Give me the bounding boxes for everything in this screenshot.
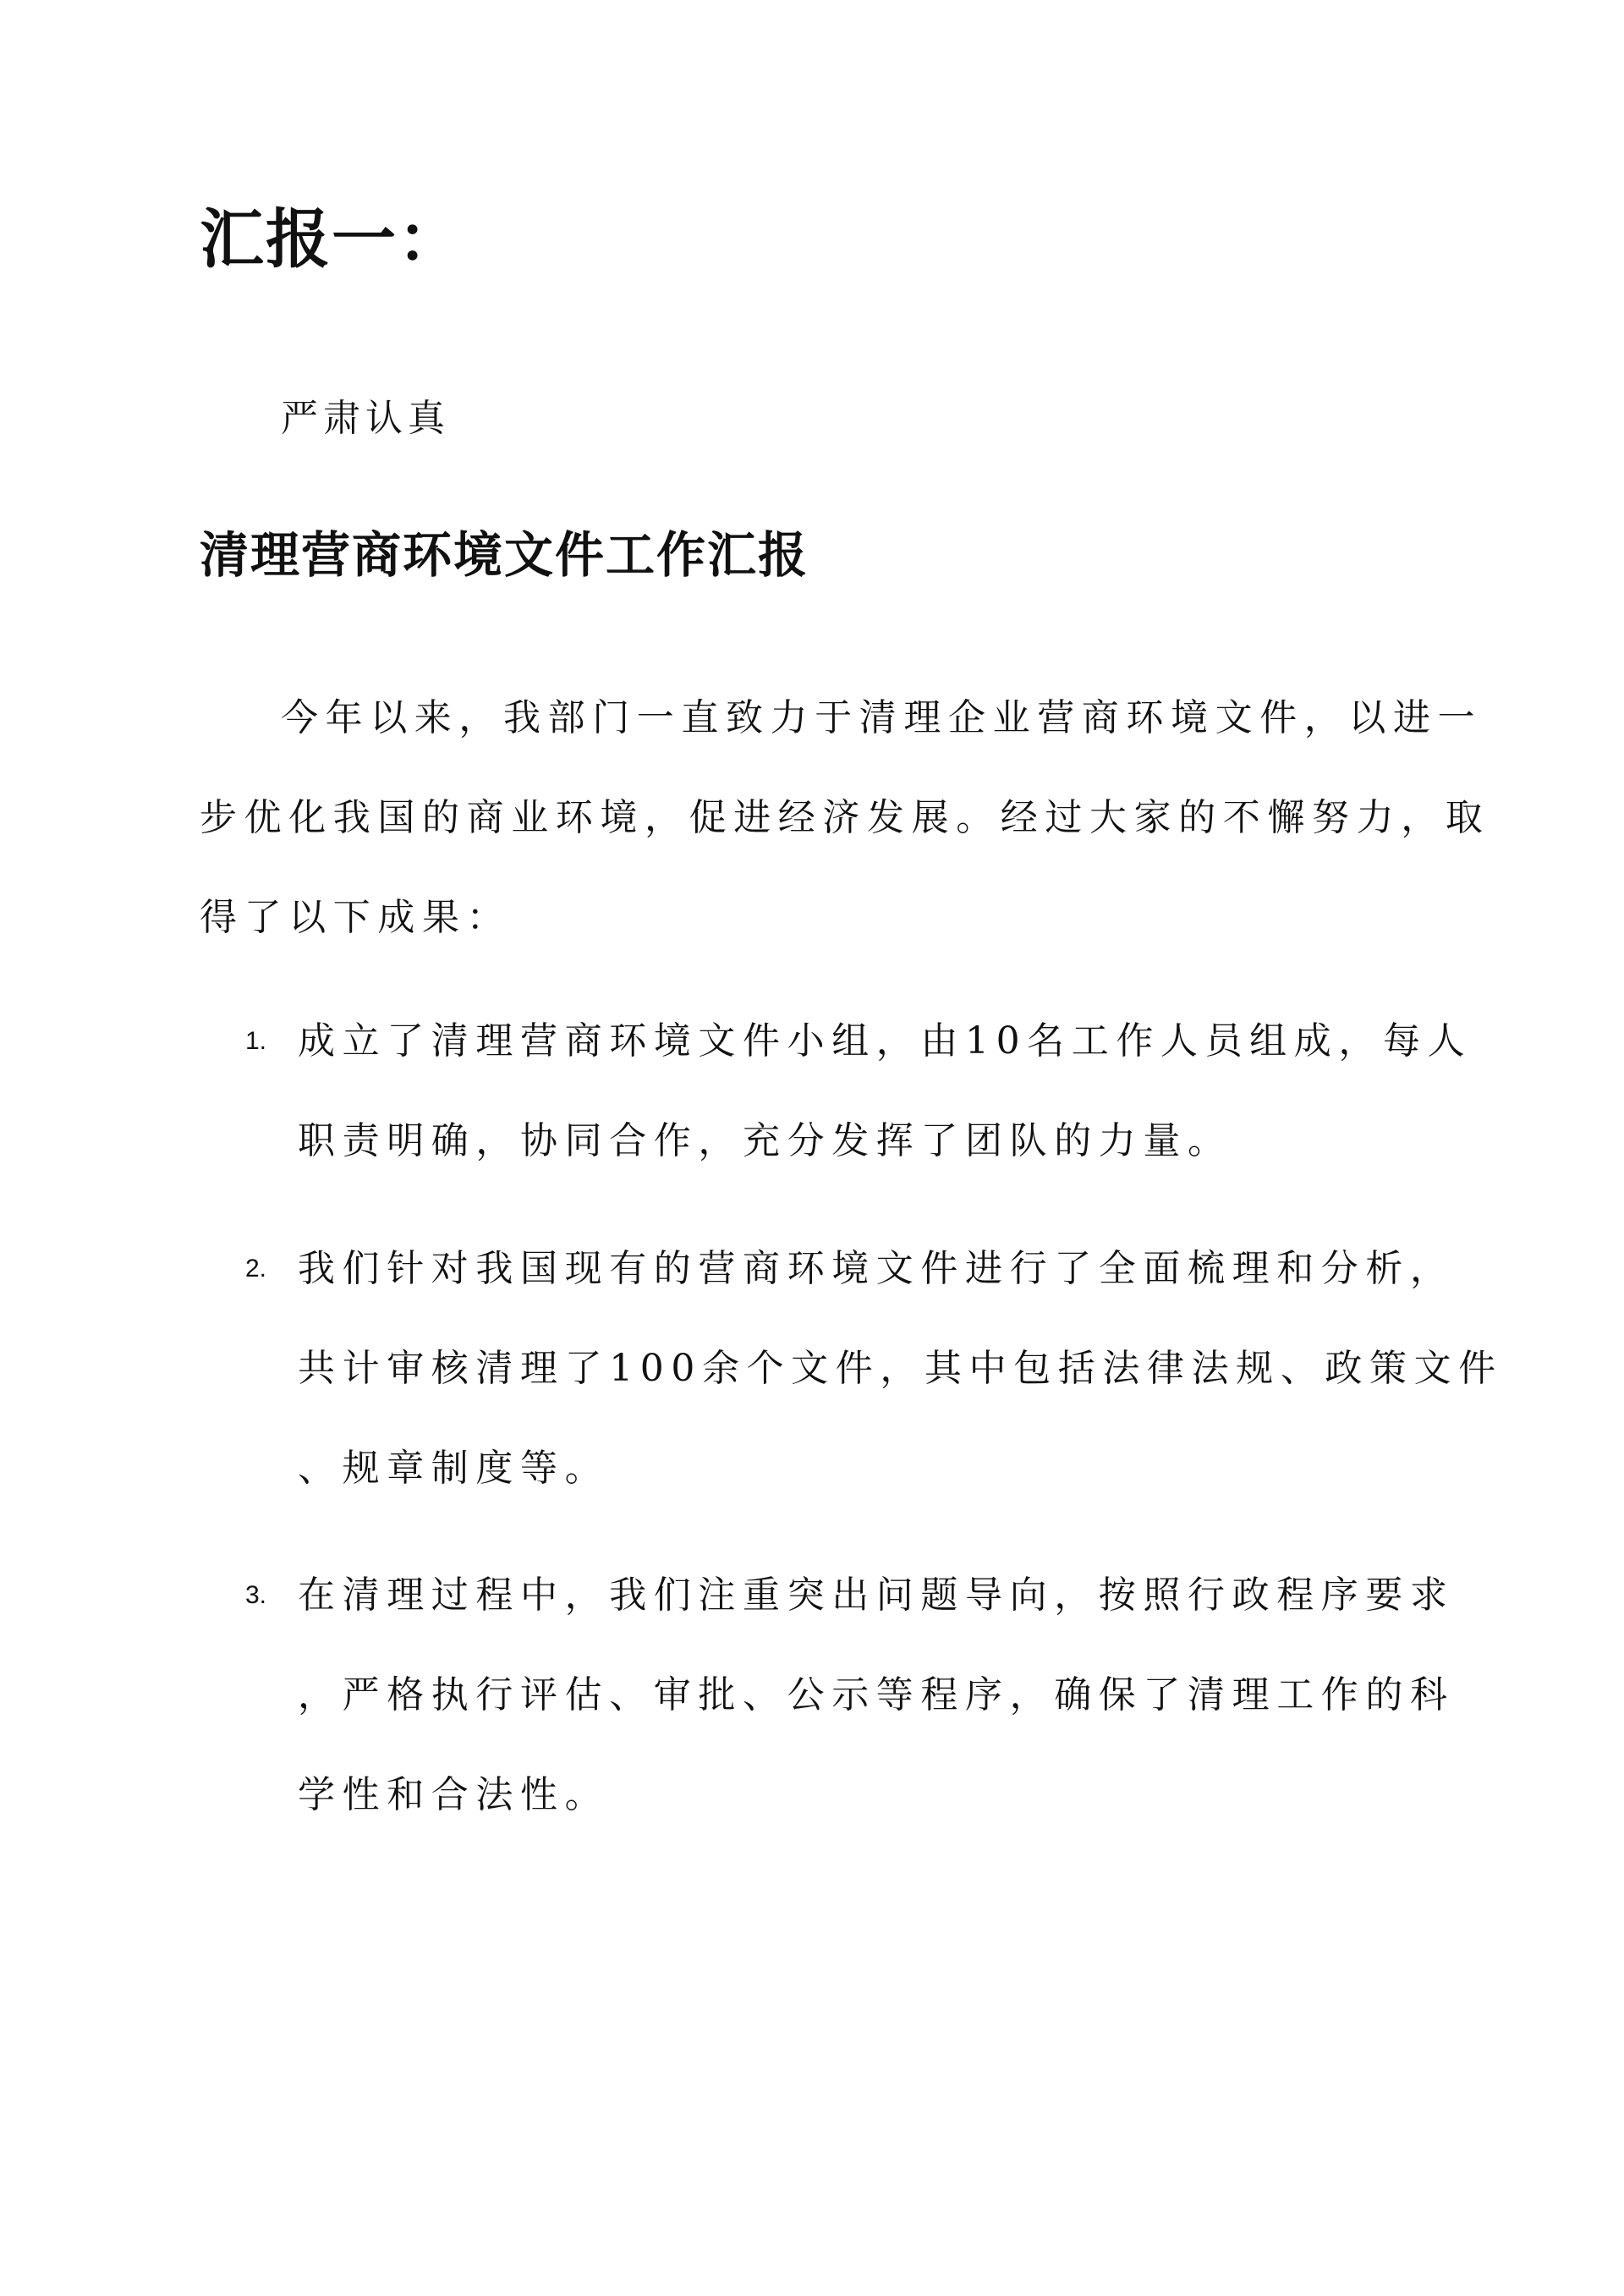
intro-line: 步优化我国的商业环境，促进经济发展。经过大家的不懈努力，取 [200,796,1490,839]
list-item-line: 在清理过程中，我们注重突出问题导向，按照行政程序要求 [298,1574,1455,1617]
intro-line: 今年以来，我部门一直致力于清理企业营商环境文件，以进一 [281,696,1483,739]
list-item-text [298,991,1473,1191]
list-item-line: 职责明确，协同合作，充分发挥了团队的力量。 [298,1119,1232,1162]
report-title: 清理营商环境文件工作汇报 [200,526,809,584]
document-heading: 汇报一： [200,201,464,277]
list-item-line: 成立了清理营商环境文件小组，由10名工作人员组成，每人 [298,1019,1473,1063]
list-item-line: 、规章制度等。 [298,1447,610,1490]
list-item-text [298,1546,1455,1845]
list-item-line: 学性和合法性。 [298,1773,610,1816]
list-item-number: 3. [245,1581,267,1609]
list-item-text [298,1219,1503,1519]
intro-paragraph [200,668,1490,968]
list-item-line: 我们针对我国现有的营商环境文件进行了全面梳理和分析， [298,1247,1455,1290]
list-item-line: 共计审核清理了100余个文件，其中包括法律法规、政策文件 [298,1347,1503,1390]
list-item-number: 2. [245,1255,267,1283]
list-item-line: ，严格执行评估、审批、公示等程序，确保了清理工作的科 [298,1673,1455,1717]
intro-line: 得了以下成果： [200,896,512,939]
list-item-number: 1. [245,1027,267,1055]
document-subtitle: 严肃认真 [281,397,450,440]
